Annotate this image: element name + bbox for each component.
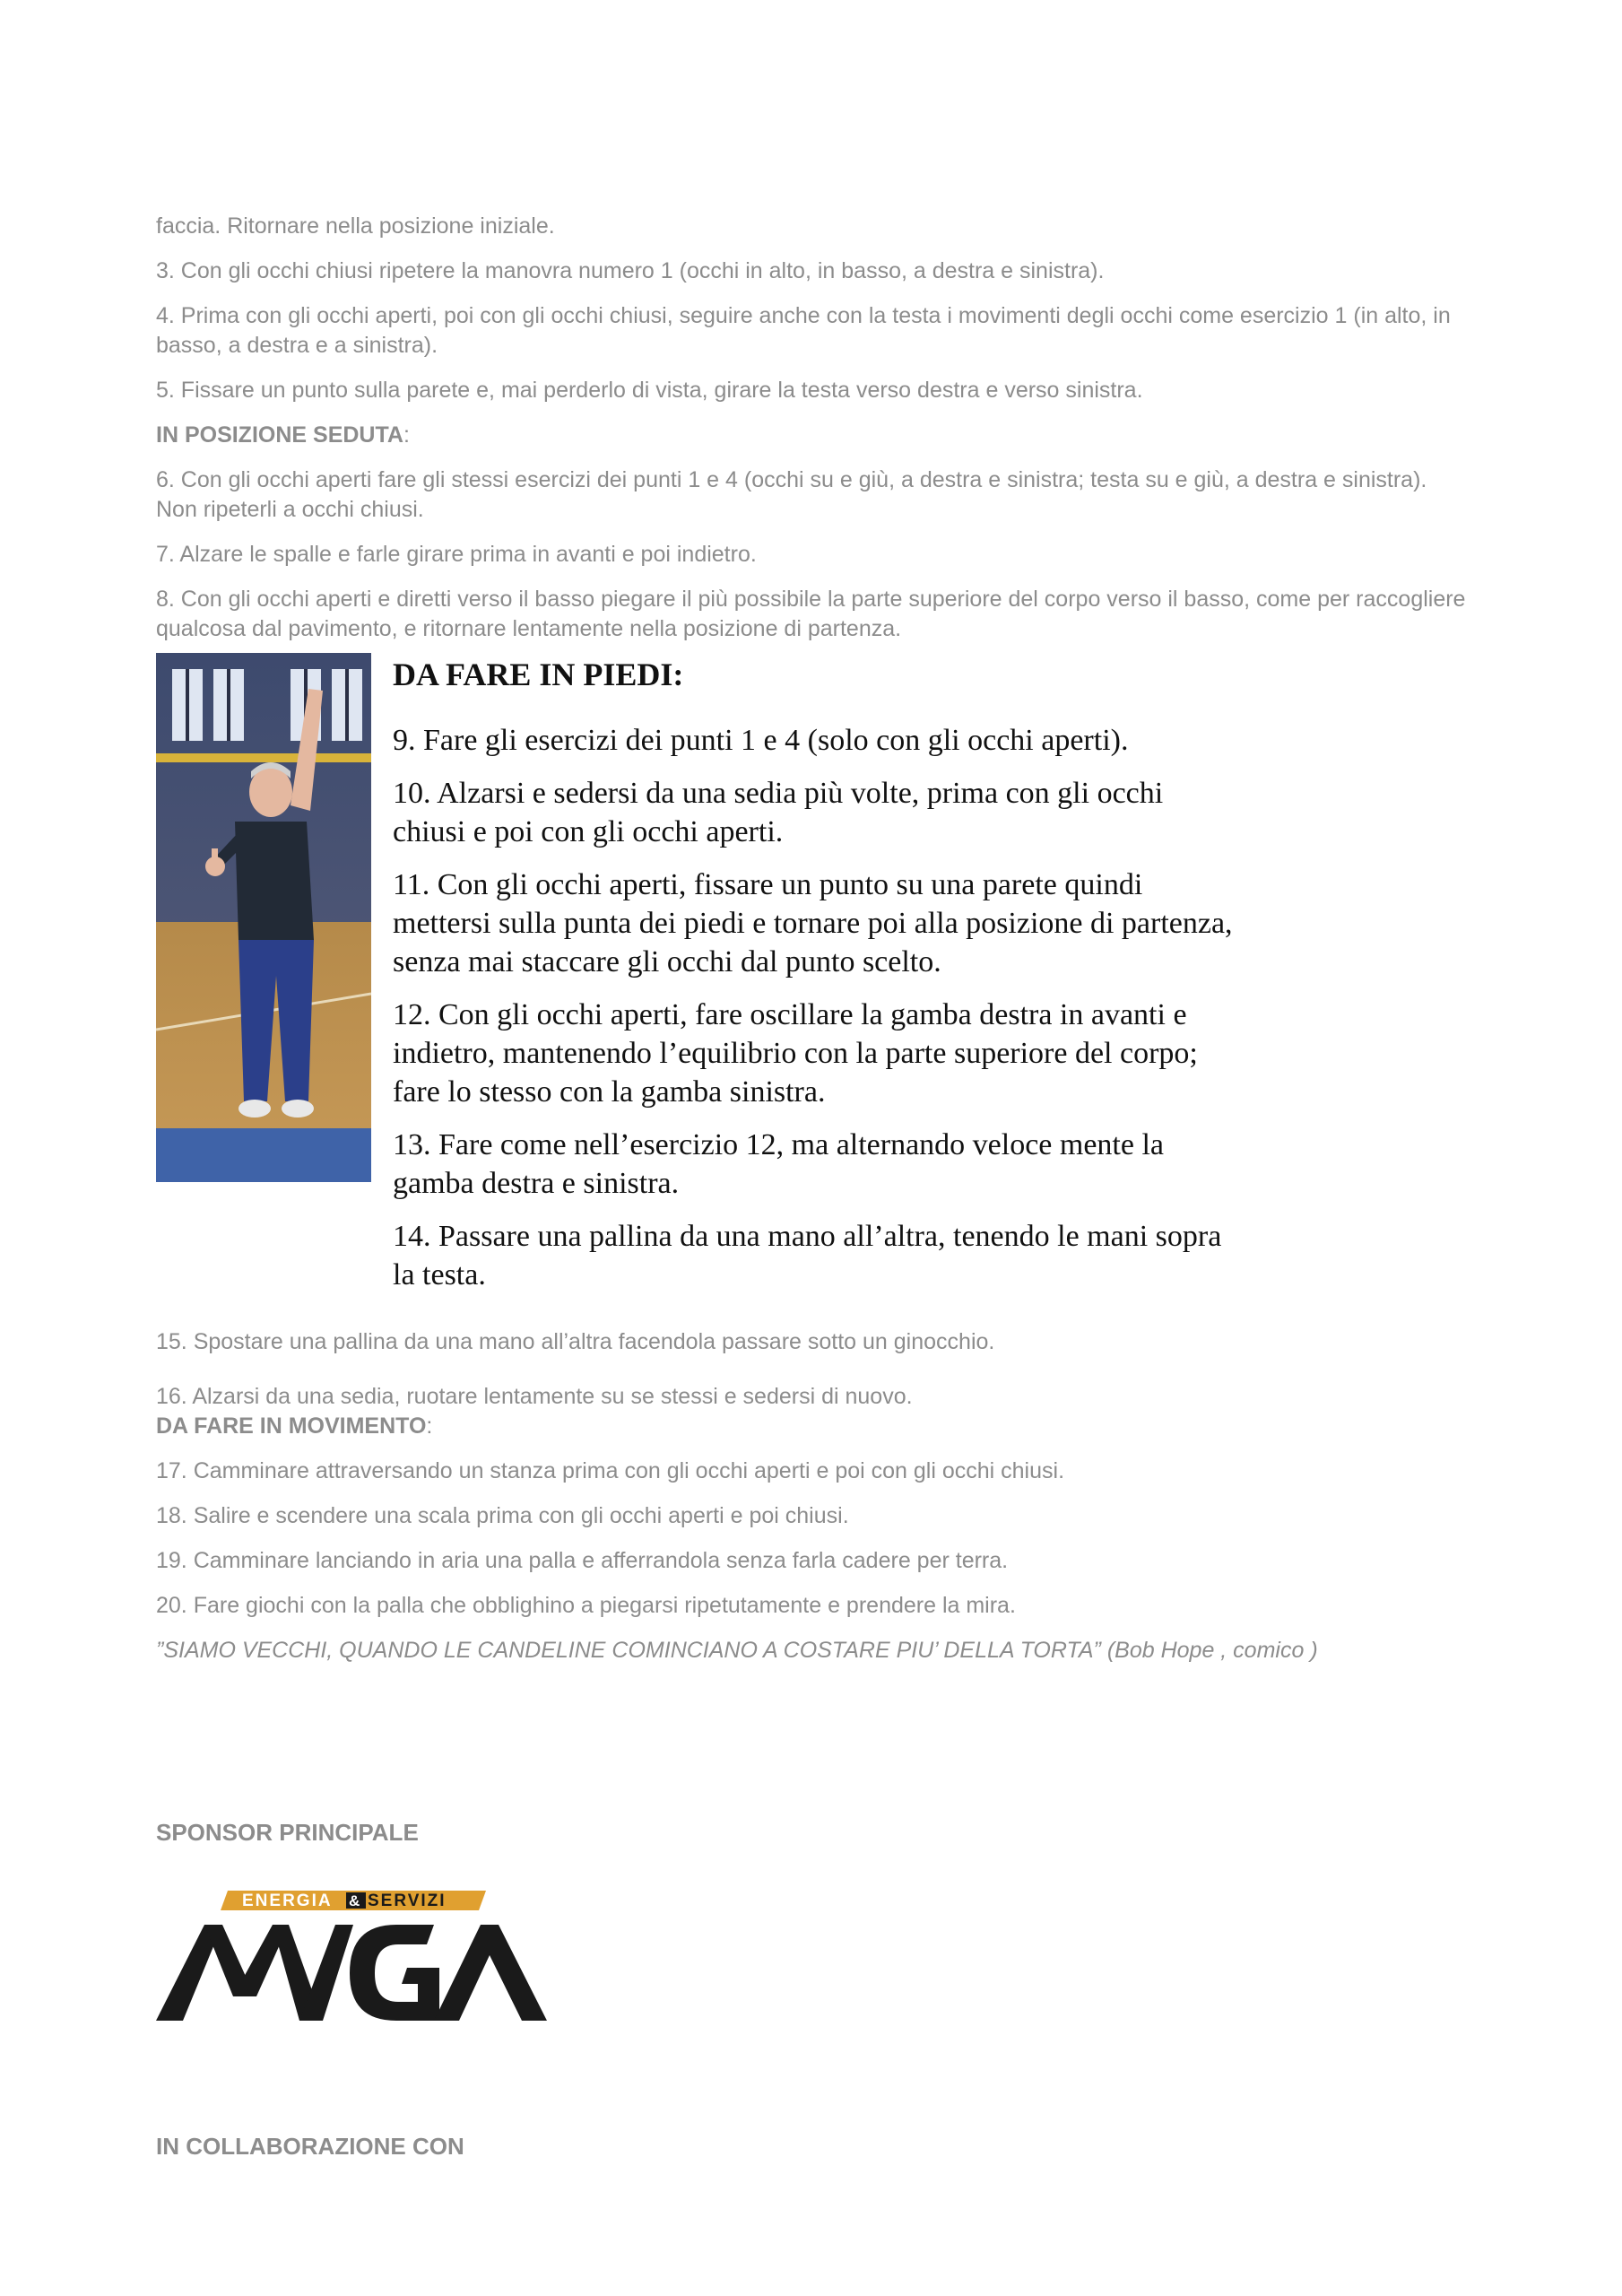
- line-faccia: faccia. Ritornare nella posizione iniziale.: [156, 213, 555, 239]
- exercise-13: 13. Fare come nell’esercizio 12, ma alternando veloce mente la gamba destra e sinistra.: [393, 1128, 1165, 1200]
- exercise-3: 3. Con gli occhi chiusi ripetere la manovra numero 1 (occhi in alto, in basso, a destra e sinistra).: [156, 258, 1105, 283]
- sponsor-label: SPONSOR PRINCIPALE: [156, 1819, 419, 1846]
- heading-movimento-colon: :: [426, 1413, 433, 1439]
- exercise-5: 5. Fissare un punto sulla parete e, mai perderlo di vista, girare la testa verso destra e verso sinistra.: [156, 378, 1143, 403]
- exercise-17: 17. Camminare attraversando un stanza prima con gli occhi aperti e poi con gli occhi chiusi.: [156, 1458, 1065, 1483]
- exercise-8: 8. Con gli occhi aperti e diretti verso il basso piegare il più possibile la parte superiore del corpo verso il basso, come per raccogliere qualcosa dal pavimento, e ritornare lentamente nella posizione di partenza.: [156, 587, 1466, 641]
- top-text-block: [156, 212, 1474, 659]
- heading-in-piedi: DA FARE IN PIEDI:: [393, 657, 684, 692]
- amga-logo: [156, 1891, 547, 2027]
- collab-label: IN COLLABORAZIONE CON: [156, 2133, 464, 2160]
- heading-seduta-colon: :: [403, 422, 410, 448]
- exercise-10: 10. Alzarsi e sedersi da una sedia più volte, prima con gli occhi chiusi e poi con gli occhi aperti.: [393, 777, 1164, 848]
- exercise-19: 19. Camminare lanciando in aria una palla e afferrandola senza farla cadere per terra.: [156, 1548, 1009, 1573]
- exercise-15: 15. Spostare una pallina da una mano all’altra facendola passare sotto un ginocchio.: [156, 1329, 995, 1354]
- heading-seduta-text: IN POSIZIONE SEDUTA: [156, 422, 403, 448]
- exercise-12: 12. Con gli occhi aperti, fare oscillare la gamba destra in avanti e indietro, mantenendo l’equilibrio con la parte superiore del corpo; fare lo stesso con la gamba sinistra.: [393, 998, 1198, 1109]
- heading-movimento: [156, 1412, 1474, 1441]
- logo-servizi-text: SERVIZI: [368, 1892, 447, 1910]
- exercise-16: 16. Alzarsi da una sedia, ruotare lentamente su se stessi e sedersi di nuovo.: [156, 1384, 913, 1409]
- exercise-20: 20. Fare giochi con la palla che obblighino a piegarsi ripetutamente e prendere la mira.: [156, 1593, 1016, 1618]
- exercise-14: 14. Passare una pallina da una mano all’altra, tenendo le mani sopra la testa.: [393, 1220, 1222, 1292]
- logo-main-text: AMGA: [156, 1891, 159, 1892]
- quote: ”SIAMO VECCHI, QUANDO LE CANDELINE COMINCIANO A COSTARE PIU’ DELLA TORTA” (Bob Hope , comico ): [156, 1638, 1318, 1663]
- exercise-4: 4. Prima con gli occhi aperti, poi con gli occhi chiusi, seguire anche con la testa i movimenti degli occhi come esercizio 1 (in alto, in basso, a destra e a sinistra).: [156, 303, 1451, 358]
- logo-energia-text: ENERGIA: [242, 1892, 333, 1910]
- exercise-7: 7. Alzare le spalle e farle girare prima in avanti e poi indietro.: [156, 542, 757, 567]
- exercise-18: 18. Salire e scendere una scala prima con gli occhi aperti e poi chiusi.: [156, 1503, 849, 1528]
- photo-drawing: [156, 653, 371, 1182]
- amga-logo-graphic: [156, 1891, 547, 2027]
- exercise-6: 6. Con gli occhi aperti fare gli stessi esercizi dei punti 1 e 4 (occhi su e giù, a destra e sinistra; testa su e giù, a destra e sinistra). Non ripeterli a occhi chiusi.: [156, 467, 1427, 522]
- exercise-9: 9. Fare gli esercizi dei punti 1 e 4 (solo con gli occhi aperti).: [393, 724, 1129, 757]
- standing-section: [393, 655, 1253, 1309]
- exercise-11: 11. Con gli occhi aperti, fissare un punto su una parete quindi mettersi sulla punta dei piedi e tornare poi alla posizione di partenza, senza mai staccare gli occhi dal punto scelto.: [393, 868, 1233, 978]
- logo-amp-text: &: [349, 1892, 360, 1909]
- man-exercising-photo: [156, 653, 371, 1182]
- bottom-text-block: [156, 1327, 1474, 1681]
- heading-movimento-text: DA FARE IN MOVIMENTO: [156, 1413, 427, 1439]
- heading-seduta: [156, 421, 1474, 450]
